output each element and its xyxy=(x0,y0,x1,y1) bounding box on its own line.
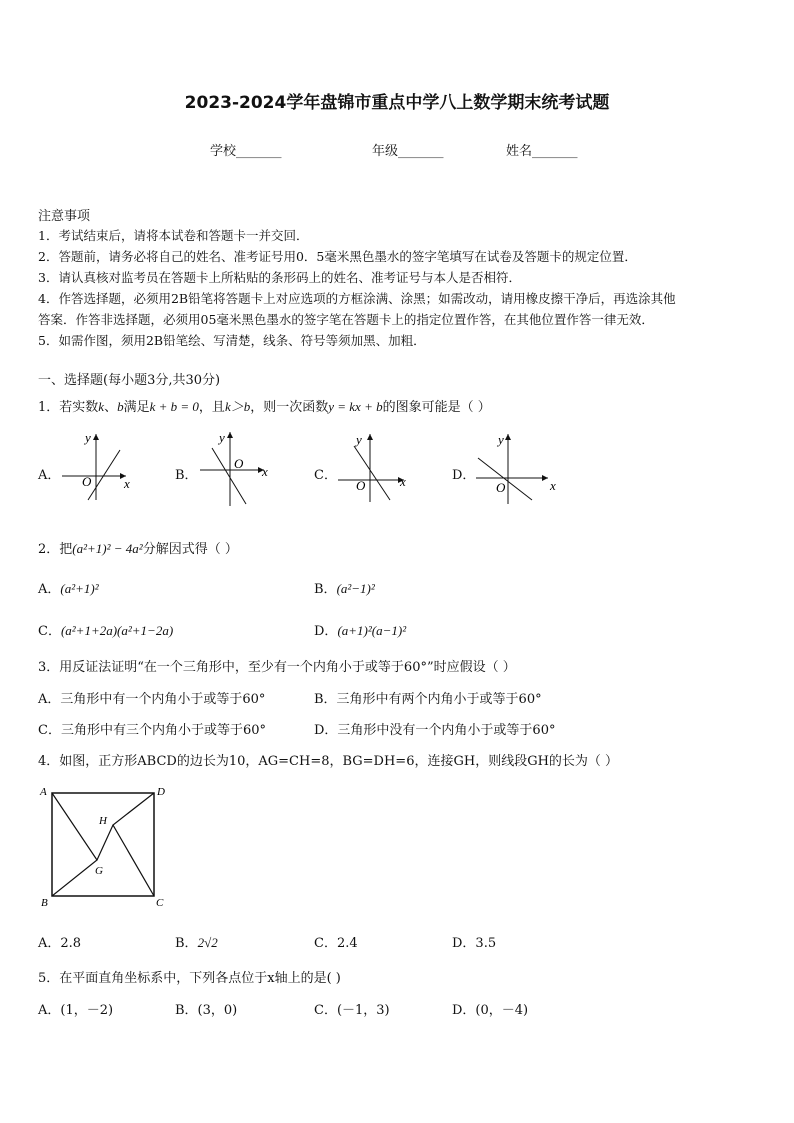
note-item: 1．考试结束后，请将本试卷和答题卡一并交回． xyxy=(38,228,309,243)
svg-text:x: x xyxy=(262,464,268,479)
q2-option-d: D．(a+1)²(a−1)² xyxy=(314,623,407,639)
svg-text:O: O xyxy=(496,480,506,495)
q2-option-b: B．(a²−1)² xyxy=(314,581,375,597)
q4-option-c: C．2.4 xyxy=(314,936,358,951)
svg-text:y: y xyxy=(498,432,504,447)
note-item: 答案．作答非选择题，必须用05毫米黑色墨水的签字笔在答题卡上的指定位置作答，在其他位置作答一律无效． xyxy=(38,312,654,327)
q1-graph-c xyxy=(334,428,416,504)
q4-option-b: B．2√2 xyxy=(175,935,218,951)
q1-option-a-label: A． xyxy=(38,468,61,483)
note-item: 5．如需作图，须用2B铅笔绘、写清楚，线条、符号等须加黑、加粗． xyxy=(38,333,426,348)
svg-text:x: x xyxy=(550,478,556,493)
q3-option-d: D．三角形中没有一个内角小于或等于60° xyxy=(314,723,556,738)
q5-option-a: A．(1，－2) xyxy=(38,1003,114,1018)
point-g-label: G xyxy=(95,865,103,877)
svg-text:y: y xyxy=(356,432,362,447)
q1-graph-d xyxy=(472,428,558,508)
vertex-c-label: C xyxy=(156,897,164,909)
q4-square-figure xyxy=(36,782,168,910)
q2-option-a: A．(a²+1)² xyxy=(38,581,99,597)
q1-option-b-label: B． xyxy=(175,468,198,483)
q5-option-b: B．(3，0) xyxy=(175,1003,238,1018)
school-field: 学校_______ xyxy=(210,144,282,159)
origin-label: O xyxy=(82,474,92,489)
page-title: 2023-2024学年盘锦市重点中学八上数学期末统考试题 xyxy=(184,93,610,113)
q2-option-c: C．(a²+1+2a)(a²+1−2a) xyxy=(38,623,174,639)
q1-graph-a xyxy=(58,428,140,502)
q4-option-a: A．2.8 xyxy=(38,936,82,951)
axis-y-label: y xyxy=(85,430,91,445)
q3-option-a: A．三角形中有一个内角小于或等于60° xyxy=(38,692,266,707)
vertex-a-label: A xyxy=(40,786,47,798)
q5-option-c: C．(－1，3) xyxy=(314,1003,390,1018)
svg-text:O: O xyxy=(356,478,366,493)
q3-option-b: B．三角形中有两个内角小于或等于60° xyxy=(314,692,542,707)
vertex-d-label: D xyxy=(157,786,165,798)
vertex-b-label: B xyxy=(41,897,48,909)
q5-option-d: D．(0，－4) xyxy=(452,1003,529,1018)
q4-option-d: D．3.5 xyxy=(452,936,497,951)
point-h-label: H xyxy=(99,815,107,827)
question-5-stem: 5．在平面直角坐标系中，下列各点位于x轴上的是( ) xyxy=(38,971,341,986)
svg-text:x: x xyxy=(400,474,406,489)
q1-graph-b xyxy=(196,428,278,508)
question-1-stem: 1．若实数k、b满足k + b = 0，且k＞b，则一次函数y = kx + b的图象可能是（ ） xyxy=(38,399,491,415)
note-item: 4．作答选择题，必须用2B铅笔将答题卡上对应选项的方框涂满、涂黑；如需改动，请用橡皮擦干净后，再选涂其他 xyxy=(38,291,676,306)
grade-field: 年级_______ xyxy=(372,144,444,159)
svg-text:O: O xyxy=(234,456,244,471)
question-3-stem: 3．用反证法证明“在一个三角形中，至少有一个内角小于或等于60°”时应假设（ ） xyxy=(38,660,516,675)
name-field: 姓名_______ xyxy=(506,144,578,159)
section-heading: 一、选择题(每小题3分,共30分) xyxy=(38,373,221,388)
note-item: 3．请认真核对监考员在答题卡上所粘贴的条形码上的姓名、准考证号与本人是否相符． xyxy=(38,270,521,285)
note-item: 2．答题前，请务必将自己的姓名、准考证号用0．5毫米黑色墨水的签字笔填写在试卷及答题卡的规定位置． xyxy=(38,249,637,264)
question-4-stem: 4．如图，正方形ABCD的边长为10，AG=CH=8，BG=DH=6，连接GH，则线段GH的长为（ ） xyxy=(38,754,619,769)
axis-x-label: x xyxy=(124,476,130,491)
question-2-stem: 2．把(a²+1)² − 4a²分解因式得（ ） xyxy=(38,541,238,557)
svg-text:y: y xyxy=(219,430,225,445)
q3-option-c: C．三角形中有三个内角小于或等于60° xyxy=(38,723,266,738)
notes-heading: 注意事项 xyxy=(38,209,91,224)
q1-option-d-label: D． xyxy=(452,468,476,483)
q1-option-c-label: C． xyxy=(314,468,337,483)
